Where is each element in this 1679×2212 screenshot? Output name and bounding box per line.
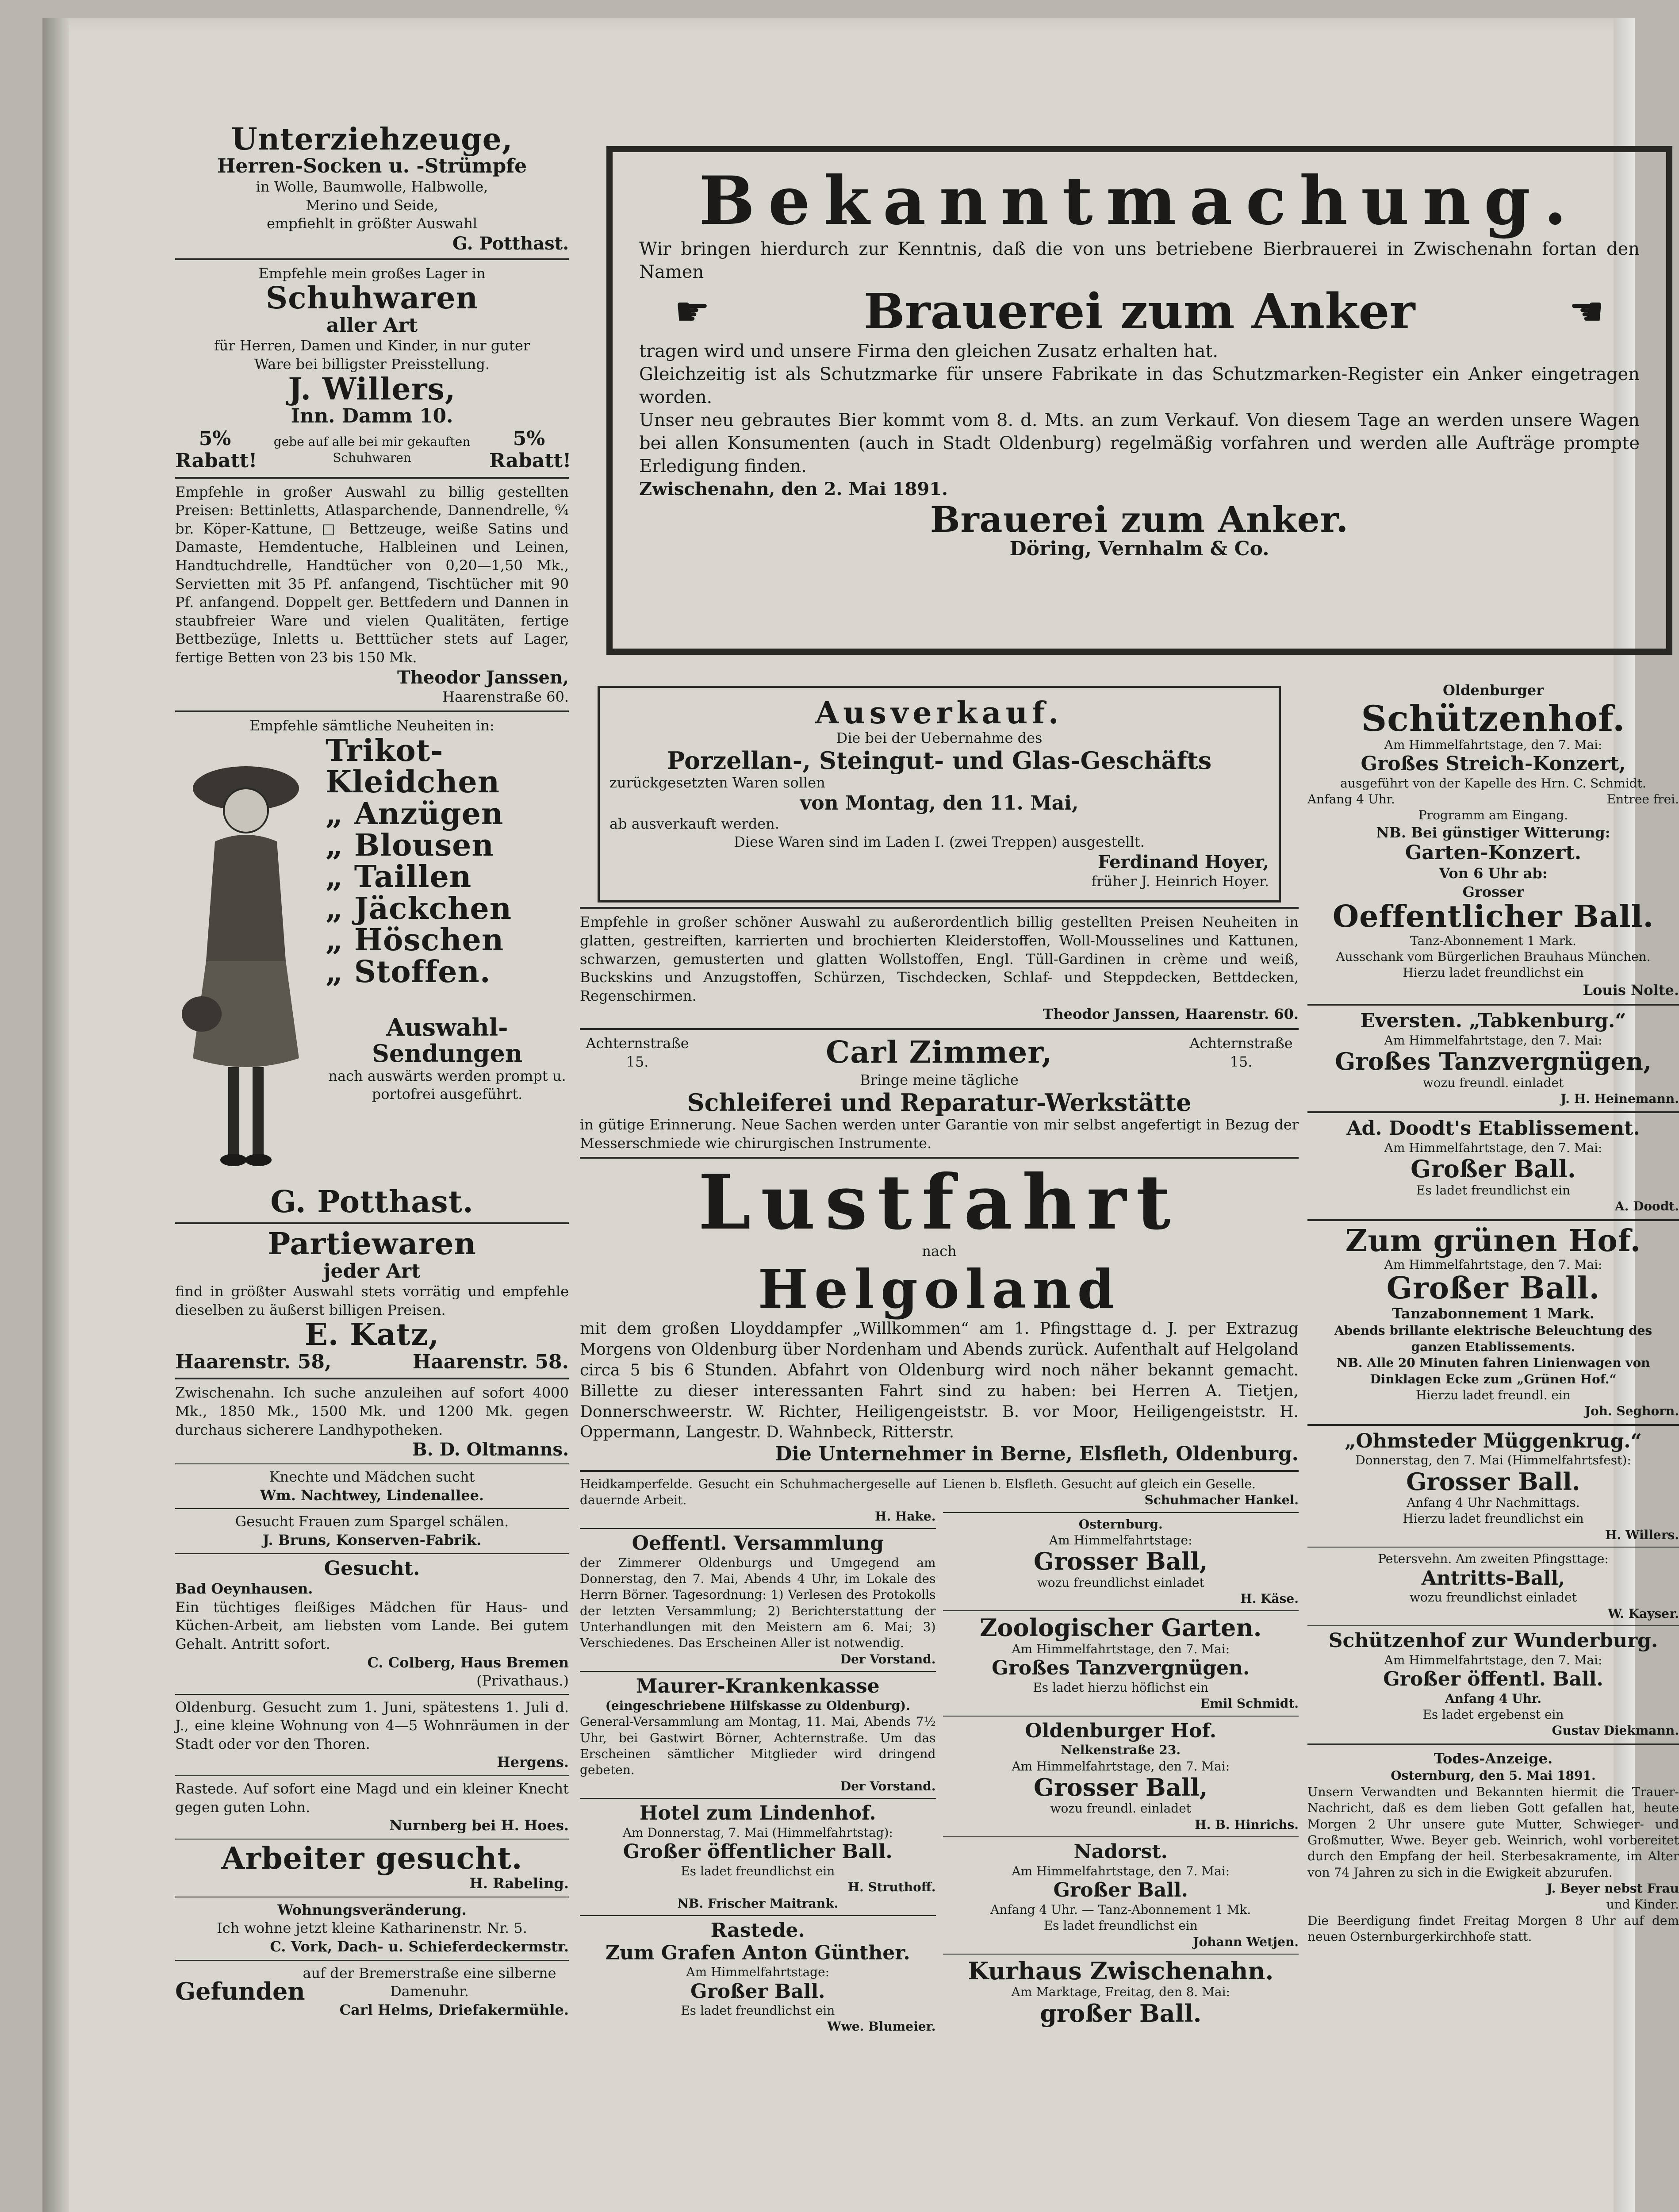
ad-line: Anfang 4 Uhr Nachmittags. xyxy=(1407,1495,1580,1510)
ad-line: Programm am Eingang. xyxy=(1418,808,1568,823)
ad-subtitle: Grosser Ball, xyxy=(1034,1547,1208,1576)
trikot-item: Trikot- xyxy=(326,733,444,768)
ad-line: ab ausverkauft werden. xyxy=(610,815,779,832)
ad-line: Tanz-Abonnement 1 Mark. xyxy=(1410,933,1576,948)
ad-body: mit dem großen Lloyddampfer „Willkommen“ am 1. Pfingsttage d. J. per Extrazug Morgens von Oldenburg über Nordenham und Abends zurück. Aufenthalt auf Helgoland circa 5 bis 6 Stunden. Abfahrt von Oldenburg wird noch näher bekannt gemacht. Billette zu dieser interessanten Fahrt sind zu haben: bei Herren A. Tietjen, Donnerschweerstr. W. Richter, Heiligengeiststr. B. vor Moor, Heiligengeiststr. H. Oppermann, Langestr. D. Wahnbeck, Ritterstr. xyxy=(580,1320,1299,1442)
trikot-item: Kleidchen xyxy=(326,764,500,800)
ad-signature: Nurnberg bei H. Hoes. xyxy=(389,1817,569,1834)
ad-line: Abends brillante elektrische Beleuchtung des ganzen Etablissements. xyxy=(1334,1323,1652,1354)
ad-signature: Wwe. Blumeier. xyxy=(827,2019,936,2034)
right-column xyxy=(1307,681,1679,2212)
ad-title: Arbeiter gesucht. xyxy=(221,1840,523,1876)
ad-helms xyxy=(175,1964,569,2020)
ad-line: Am Himmelfahrtstage: xyxy=(1049,1532,1192,1548)
ad-body: Ein tüchtiges fleißiges Mädchen für Haus- und Küchen-Arbeit, am liebsten vom Lande. Bei gutem Gehalt. Antritt sofort. xyxy=(175,1598,569,1652)
ad-line: Es ladet ergebenst ein xyxy=(1422,1707,1564,1722)
ad-line: Am Donnerstag, 7. Mai (Himmelfahrtstag): xyxy=(622,1825,893,1840)
ad-rabeling xyxy=(175,1840,569,1893)
ad-lindenhof xyxy=(580,1802,936,1912)
ad-line: Donnerstag, den 7. Mai (Himmelfahrtsfest): xyxy=(1355,1453,1631,1468)
ad-unterziehzeuge xyxy=(175,124,569,254)
ad-signature: H. Hake. xyxy=(874,1509,936,1524)
ad-line: Am Himmelfahrtstage, den 7. Mai: xyxy=(1012,1641,1230,1656)
ad-signature-note: (Privathaus.) xyxy=(476,1672,569,1690)
ad-subtitle: Großer Ball. xyxy=(1053,1879,1188,1902)
ad-subtitle: Großer öffentl. Ball. xyxy=(1383,1668,1603,1690)
ad-signature: Hergens. xyxy=(497,1754,569,1771)
ad-title: Rastede. xyxy=(710,1919,805,1942)
ad-title: Lustfahrt xyxy=(698,1158,1181,1247)
ad-tabkenburg xyxy=(1307,1010,1679,1107)
ad-address: Achternstraße 15. xyxy=(586,1034,689,1070)
ad-signature: C. Colberg, Haus Bremen xyxy=(367,1654,569,1671)
ad-title: Nadorst. xyxy=(1073,1840,1168,1863)
ad-bruns xyxy=(175,1513,569,1549)
ad-body: Oldenburg. Gesucht zum 1. Juni, spätestens 1. Juli d. J., eine kleine Wohnung von 4—5 Wohnräumen in der Stadt oder vor den Thoren. xyxy=(175,1698,569,1752)
ad-line: Anfang 4 Uhr. xyxy=(1445,1691,1541,1706)
ad-ausverkauf xyxy=(598,686,1281,902)
ad-title: Unterziehzeuge, xyxy=(231,122,513,157)
ad-signature: Carl Helms, Driefakermühle. xyxy=(339,2001,569,2018)
ad-hake xyxy=(580,1476,936,1525)
ad-hoes xyxy=(175,1780,569,1835)
ad-name: E. Katz, xyxy=(304,1317,440,1353)
ad-body: Empfehle in großer schöner Auswahl zu außerordentlich billig gestellten Preisen Neuheiten in glatten, gestreiften, karrierten und brochierten Kleiderstoffen, Woll-Mousselines und Kattunen, schwarzen, gemusterten und glatten Wollstoffen, Engl. Tüll-Gardinen in crème und weiß, Buckskins und Anzugstoffen, Schürzen, Tischdecken, Schlaf- und Steppdecken, Bettdecken, Regenschirmen. xyxy=(580,914,1299,1004)
ad-line: Petersvehn. Am zweiten Pfingsttage: xyxy=(1378,1551,1609,1567)
ad-subtitle: Porzellan-, Steingut- und Glas-Geschäfts xyxy=(667,746,1212,775)
ad-vork xyxy=(175,1901,569,1956)
ad-body: Empfehle in großer Auswahl zu billig gestellten Preisen: Bettinletts, Atlasparchende, Dannendrelle, ⁶⁄₄ br. Köper-Kattune, □ Bettzeuge, weiße Satins und Damaste, Hemdentuche, Halbleinen und Leinen, Handtuchdrelle, Handtücher von 0,20—1,50 Mk., Servietten mit 35 Pf. anfangend, Tischtücher mit 90 Pf. anfangend. Doppelt ger. Bettfedern und Dannen in staubfreier Ware und vielen Qualitäten, fertige Bettbezüge, Inletts u. Betttücher stets auf Lager, fertige Betten von 23 bis 150 Mk. xyxy=(175,483,569,666)
ad-title: Partiewaren xyxy=(268,1226,476,1262)
ad-signature: J. H. Heinemann. xyxy=(1560,1091,1679,1106)
ad-line: Anfang 4 Uhr. xyxy=(1307,791,1395,806)
pointing-hand-right-icon: ☛ xyxy=(674,288,710,335)
ad-line: Es ladet freundlichst ein xyxy=(681,2003,835,2018)
ad-title: Hotel zum Lindenhof. xyxy=(639,1802,876,1825)
ad-name: J. Willers, xyxy=(288,371,456,407)
ad-line: Am Himmelfahrtstage, den 7. Mai: xyxy=(1384,1257,1602,1272)
ad-janssen-stoffe xyxy=(580,913,1299,1024)
ad-line: Hierzu ladet freundl. ein xyxy=(1416,1387,1571,1402)
ad-line: für Herren, Damen und Kinder, in nur guter xyxy=(214,337,530,354)
ad-line: Am Himmelfahrtstage, den 7. Mai: xyxy=(1384,1141,1602,1156)
trikot-item: „ Anzügen xyxy=(326,796,504,832)
ad-schuhwaren xyxy=(175,265,569,472)
ad-body: General-Versammlung am Montag, 11. Mai, Abends 7½ Uhr, bei Gastwirt Börner, Achternstraße. Um das Erscheinen sämtlicher Mitglieder wird dringend gebeten. xyxy=(580,1714,936,1778)
ad-title: Zum grünen Hof. xyxy=(1345,1223,1641,1259)
notice-brand: Brauerei zum Anker xyxy=(863,283,1415,340)
ad-signature: Joh. Seghorn. xyxy=(1584,1404,1679,1419)
ad-subtitle: Sendungen xyxy=(372,1039,523,1068)
ad-signature: Die Unternehmer in Berne, Elsfleth, Oldenburg. xyxy=(775,1443,1299,1466)
ad-subtitle: Herren-Socken u. -Strümpfe xyxy=(217,155,527,178)
ad-gruener-hof xyxy=(1307,1225,1679,1420)
ad-subtitle: Garten-Konzert. xyxy=(1405,841,1582,864)
ad-line: wozu freundl. einladet xyxy=(1422,1075,1564,1090)
notice-brauerei xyxy=(606,146,1672,655)
mid-subcolumn-right xyxy=(943,1476,1299,2035)
notice-date: Zwischenahn, den 2. Mai 1891. xyxy=(639,478,948,499)
ad-address: Nelkenstraße 23. xyxy=(1061,1743,1181,1758)
ad-line: Hierzu ladet freundlichst ein xyxy=(1403,965,1584,980)
ad-line: in Wolle, Baumwolle, Halbwolle, xyxy=(256,178,488,195)
ad-line: Diese Waren sind im Laden I. (zwei Treppen) ausgestellt. xyxy=(734,833,1145,851)
ad-title: Schützenhof zur Wunderburg. xyxy=(1328,1629,1658,1652)
ad-line: Es ladet freundlichst ein xyxy=(1416,1183,1571,1198)
ad-title: Wohnungsveränderung. xyxy=(277,1901,467,1918)
ad-line: Am Himmelfahrtstage, den 7. Mai: xyxy=(1384,1652,1602,1667)
ad-signature: Emil Schmidt. xyxy=(1200,1696,1299,1711)
ad-colberg xyxy=(175,1558,569,1690)
ad-address: Haarenstr. 58, xyxy=(175,1350,332,1373)
ad-partiewaren xyxy=(175,1226,569,1373)
ad-subtitle: Großes Tanzvergnügen. xyxy=(992,1657,1250,1680)
ad-subtitle: jeder Art xyxy=(323,1260,421,1283)
ad-oltmanns xyxy=(175,1384,569,1460)
ad-title: Schützenhof. xyxy=(1361,697,1625,739)
ad-title: Ausverkauf. xyxy=(815,695,1063,731)
ad-subtitle: Grosser Ball, xyxy=(1034,1773,1208,1801)
ad-body: find in größter Auswahl stets vorrätig und empfehle dieselben zu äußerst billigen Preisen. xyxy=(175,1283,569,1318)
ad-subtitle: (eingeschriebene Hilfskasse zu Oldenburg). xyxy=(605,1698,910,1713)
ad-signature: G. Potthast. xyxy=(452,233,569,254)
trikot-item: „ Blousen xyxy=(326,828,494,863)
notice-paragraph: tragen wird und unsere Firma den gleichen Zusatz erhalten hat. xyxy=(639,341,1219,361)
ad-signature: Louis Nolte. xyxy=(1583,981,1679,998)
mid-subcolumn-left xyxy=(580,1476,936,2035)
ad-subtitle: Grosser Ball. xyxy=(1406,1467,1580,1496)
ad-janssen-bettwaren xyxy=(175,483,569,707)
ad-signature: H. Rabeling. xyxy=(469,1875,569,1892)
ad-line: Am Himmelfahrtstage, den 7. Mai: xyxy=(1012,1863,1230,1878)
ad-subtitle: Schleiferei und Reparatur-Werkstätte xyxy=(687,1088,1192,1117)
ad-note: NB. Bei günstiger Witterung: xyxy=(1376,824,1610,841)
ad-nachtwey xyxy=(175,1468,569,1505)
ad-line: Am Himmelfahrtstage: xyxy=(686,1965,830,1980)
notice-signature-names: Döring, Vernhalm & Co. xyxy=(1009,537,1269,560)
ad-subtitle: Großes Tanzvergnügen, xyxy=(1335,1047,1652,1076)
ad-signature: H. Willers. xyxy=(1605,1527,1679,1542)
ad-subtitle: Großer Ball. xyxy=(690,1980,825,2003)
ad-title: Zoologischer Garten. xyxy=(980,1613,1262,1642)
trikot-item: „ Stoffen. xyxy=(326,954,491,990)
trikot-item: „ Höschen xyxy=(326,922,504,958)
ad-wunderburg xyxy=(1307,1630,1679,1739)
ad-signature: A. Doodt. xyxy=(1614,1199,1679,1214)
notice-paragraph: Gleichzeitig ist als Schutzmarke für unsere Fabrikate in das Schutzmarken-Register ein Anker eingetragen worden. xyxy=(639,364,1640,407)
ad-body: Rastede. Auf sofort eine Magd und ein kleiner Knecht gegen guten Lohn. xyxy=(175,1780,569,1816)
ad-note: NB. Alle 20 Minuten fahren Linienwagen von Dinklagen Ecke zum „Grünen Hof.“ xyxy=(1336,1356,1650,1386)
ad-hankel xyxy=(943,1476,1299,1509)
ad-kaese xyxy=(943,1517,1299,1607)
ad-body: Heidkamperfelde. Gesucht ein Schuhmachergeselle auf dauernde Arbeit. xyxy=(580,1476,936,1508)
ad-signature: Gustav Diekmann. xyxy=(1552,1723,1679,1738)
left-column xyxy=(175,124,569,2212)
ad-mueggenkrug xyxy=(1307,1430,1679,1544)
ad-signature: H. Struthoff. xyxy=(847,1880,936,1895)
middle-column xyxy=(580,681,1299,2212)
newspaper-page xyxy=(42,18,1679,2212)
ad-line: Die Beerdigung findet Freitag Morgen 8 Uhr auf dem neuen Osternburgerkirchhofe statt. xyxy=(1307,1913,1679,1944)
ad-line: nach auswärts werden prompt u. portofrei ausgeführt. xyxy=(328,1067,566,1103)
ad-subtitle: aller Art xyxy=(326,314,418,337)
ad-line: nach xyxy=(922,1242,957,1260)
ad-signature: Der Vorstand. xyxy=(840,1778,936,1793)
ad-line: Ausschank vom Bürgerlichen Brauhaus München. xyxy=(1336,949,1651,964)
ad-line: Entree frei. xyxy=(1606,791,1679,806)
ad-line: Ware bei billigster Preisstellung. xyxy=(254,355,490,373)
ad-subtitle: Oeffentlicher Ball. xyxy=(1332,899,1654,935)
ad-line: zurückgesetzten Waren sollen xyxy=(610,774,825,791)
ad-subtitle: Zum Grafen Anton Günther. xyxy=(605,1941,910,1964)
ad-line: Am Himmelfahrtstage, den 7. Mai: xyxy=(1384,737,1602,752)
rabatt-text: gebe auf alle bei mir gekauften Schuhwaren xyxy=(273,434,471,465)
ad-rastede xyxy=(580,1920,936,2035)
ad-signature: G. Potthast. xyxy=(270,1184,474,1220)
ad-line: Es ladet freundlichst ein xyxy=(681,1863,835,1878)
ad-title: Oeffentl. Versammlung xyxy=(632,1532,884,1555)
ad-subtitle: Bad Oeynhausen. xyxy=(175,1580,313,1598)
ad-line: Grosser xyxy=(1462,883,1524,900)
ad-signature: W. Kayser. xyxy=(1608,1606,1679,1621)
ad-address: Haarenstr. 58. xyxy=(412,1350,569,1373)
ad-signature: Der Vorstand. xyxy=(840,1651,936,1667)
ad-title: Schuhwaren xyxy=(266,280,478,316)
ad-signature: C. Vork, Dach- u. Schieferdeckermstr. xyxy=(270,1938,569,1955)
ad-line: Die bei der Uebernahme des xyxy=(836,730,1043,747)
ad-line: Tanzabonnement 1 Mark. xyxy=(1392,1305,1595,1322)
ad-kurhaus xyxy=(943,1958,1299,2027)
ad-signature: Theodor Janssen, xyxy=(397,667,569,688)
ad-title: Todes-Anzeige. xyxy=(1434,1750,1553,1767)
ad-subtitle: großer Ball. xyxy=(1040,1999,1202,2028)
ad-nadorst xyxy=(943,1841,1299,1950)
ad-date: von Montag, den 11. Mai, xyxy=(800,791,1079,814)
ad-address: Haarenstraße 60. xyxy=(442,688,569,705)
ad-signature: H. B. Hinrichs. xyxy=(1195,1817,1299,1832)
ad-destination: Helgoland xyxy=(758,1258,1121,1321)
ad-subtitle: Großer öffentlicher Ball. xyxy=(623,1840,893,1863)
ad-body: der Zimmerer Oldenburgs und Umgegend am Donnerstag, den 7. Mai, Abends 4 Uhr, im Lokale des Herrn Börner. Tagesordnung: 1) Verlesen des Protokolls der letzten Versammlung; 2) Berichterstattung der Unterhandlungen mit den Meistern am 6. Mai; 3) Verschiedenes. Das Erscheinen Aller ist notwendig. xyxy=(580,1555,936,1651)
ad-address: Inn. Damm 10. xyxy=(291,404,453,427)
ad-body: Unsern Verwandten und Bekannten hiermit die Trauer-Nachricht, daß es dem lieben Gott gefallen hat, heute Morgen 2 Uhr unsere gute Mutter, Schwieger- und Großmutter, Wwe. Beyer geb. Weinrich, wohl vorbereitet durch den Empfang der heil. Sterbesakramente, im Alter von 74 Jahren zu sich in die Ewigkeit abzurufen. xyxy=(1307,1784,1679,1880)
notice-title: Bekanntmachung. xyxy=(698,162,1580,240)
trikot-item: „ Taillen xyxy=(326,859,472,895)
ad-line: Von 6 Uhr ab: xyxy=(1439,864,1548,882)
ad-subtitle: Großer Ball. xyxy=(1386,1271,1600,1306)
ad-versammlung xyxy=(580,1532,936,1667)
ad-subtitle: Antritts-Ball, xyxy=(1421,1567,1565,1590)
ad-subtitle: Großes Streich-Konzert, xyxy=(1361,752,1626,775)
binding-shadow xyxy=(42,18,69,2212)
ad-line: Knechte und Mädchen sucht xyxy=(269,1468,475,1486)
ad-note: NB. Frischer Maitrank. xyxy=(677,1896,839,1911)
ad-title: Gefunden xyxy=(175,1977,305,2006)
ad-title: Osternburg. xyxy=(1078,1517,1163,1532)
ad-body: Lienen b. Elsfleth. Gesucht auf gleich ein Geselle. xyxy=(943,1476,1256,1491)
ad-signature-note: und Kinder. xyxy=(1606,1897,1679,1912)
ad-zimmer xyxy=(580,1034,1299,1152)
ad-line: Oldenburger xyxy=(1442,682,1544,699)
ad-line: Es ladet hierzu höflichst ein xyxy=(1033,1680,1209,1695)
ad-signature: Johann Wetjen. xyxy=(1193,1934,1299,1949)
ad-line: ausgeführt von der Kapelle des Hrn. C. Schmidt. xyxy=(1340,776,1646,791)
trikot-item: „ Jäckchen xyxy=(326,891,512,926)
pointing-hand-left-icon: ☚ xyxy=(1568,288,1605,335)
ad-doodt xyxy=(1307,1118,1679,1214)
ad-subtitle: Großer Ball. xyxy=(1411,1155,1576,1183)
ad-subtitle: Auswahl- xyxy=(386,1013,508,1041)
ad-line: Am Himmelfahrtstage, den 7. Mai: xyxy=(1384,1033,1602,1048)
notice-paragraph: Unser neu gebrautes Bier kommt vom 8. d. Mts. an zum Verkauf. Von diesem Tage an werden unsere Wagen bei allen Konsumenten (auch in Stadt Oldenburg) regelmäßig vorfahren und werden alle Aufträge prompte Erledigung finden. xyxy=(639,410,1640,476)
ad-body: in gütige Erinnerung. Neue Sachen werden unter Garantie von mir selbst angefertigt in Bezug der Messerschmiede wie chirurgischen Instrumente. xyxy=(580,1116,1299,1152)
ad-title: Kurhaus Zwischenahn. xyxy=(968,1956,1274,1985)
ad-zoo xyxy=(943,1615,1299,1712)
ad-body: Zwischenahn. Ich suche anzuleihen auf sofort 4000 Mk., 1850 Mk., 1500 Mk. und 1200 Mk. gegen durchaus sicherere Landhypotheken. xyxy=(175,1384,569,1438)
ad-line: Am Himmelfahrtstage, den 7. Mai: xyxy=(1012,1759,1230,1774)
ad-title: Gesucht. xyxy=(324,1557,420,1580)
notice-signature: Brauerei zum Anker. xyxy=(930,498,1349,540)
ad-schuetzenhof xyxy=(1307,681,1679,999)
ad-lustfahrt xyxy=(580,1158,1299,1466)
ad-line: empfiehlt in größter Auswahl xyxy=(266,215,478,232)
ad-address: Achternstraße 15. xyxy=(1189,1034,1293,1070)
ad-signature: B. D. Oltmanns. xyxy=(412,1439,569,1460)
ad-name: Carl Zimmer, xyxy=(826,1034,1053,1070)
ad-title: Ad. Doodt's Etablissement. xyxy=(1346,1117,1640,1140)
rabatt-left: 5% Rabatt! xyxy=(175,427,257,472)
ad-trikot xyxy=(175,717,569,1218)
ad-line: Anfang 4 Uhr. — Tanz-Abonnement 1 Mk. xyxy=(990,1902,1251,1917)
ad-todesanzeige xyxy=(1307,1750,1679,1945)
ad-line: Empfehle mein großes Lager in xyxy=(258,265,486,282)
ad-line: wozu freundl. einladet xyxy=(1050,1801,1192,1816)
ad-signature: Ferdinand Hoyer, xyxy=(1097,851,1269,872)
ad-title: Maurer-Krankenkasse xyxy=(636,1675,880,1698)
ad-signature-note: früher J. Heinrich Hoyer. xyxy=(1091,872,1269,890)
ad-line: Hierzu ladet freundlichst ein xyxy=(1403,1511,1584,1526)
ad-line: Bringe meine tägliche xyxy=(860,1071,1019,1089)
ad-signature: Schuhmacher Hankel. xyxy=(1144,1493,1299,1508)
ad-line: wozu freundlichst einladet xyxy=(1410,1590,1577,1605)
ad-oldenburger-hof xyxy=(943,1720,1299,1833)
ad-body: auf der Bremerstraße eine silberne Damenuhr. xyxy=(303,1964,556,2000)
ad-line: Merino und Seide, xyxy=(306,196,438,214)
ad-line: Es ladet freundlichst ein xyxy=(1043,1918,1198,1933)
ad-signature: Theodor Janssen, Haarenstr. 60. xyxy=(1043,1006,1299,1023)
notice-paragraph: Wir bringen hierdurch zur Kenntnis, daß die von uns betriebene Bierbrauerei in Zwischenahn fortan den Namen xyxy=(639,239,1640,282)
ad-signature: J. Bruns, Konserven-Fabrik. xyxy=(262,1531,482,1548)
ad-title: Oldenburger Hof. xyxy=(1025,1719,1217,1742)
rabatt-right: 5% Rabatt! xyxy=(489,427,571,472)
girl-illustration xyxy=(175,740,317,1182)
ad-signature: J. Beyer nebst Frau xyxy=(1546,1881,1679,1896)
ad-line: Osternburg, den 5. Mai 1891. xyxy=(1391,1768,1596,1783)
ad-title: „Ohmsteder Müggenkrug.“ xyxy=(1345,1429,1642,1452)
ad-line: wozu freundlichst einladet xyxy=(1037,1575,1204,1590)
ad-maurer xyxy=(580,1675,936,1794)
ad-hergens xyxy=(175,1698,569,1772)
ad-body: Ich wohne jetzt kleine Katharinenstr. Nr. 5. xyxy=(217,1920,527,1937)
ad-line: Am Marktage, Freitag, den 8. Mai: xyxy=(1011,1985,1230,2000)
ad-signature: Wm. Nachtwey, Lindenallee. xyxy=(260,1486,484,1504)
ad-line: Empfehle sämtliche Neuheiten in: xyxy=(249,717,494,734)
ad-title: Eversten. „Tabkenburg.“ xyxy=(1360,1010,1626,1033)
ad-kayser xyxy=(1307,1551,1679,1622)
ad-line: Gesucht Frauen zum Spargel schälen. xyxy=(235,1513,509,1530)
ad-signature: H. Käse. xyxy=(1240,1591,1299,1606)
